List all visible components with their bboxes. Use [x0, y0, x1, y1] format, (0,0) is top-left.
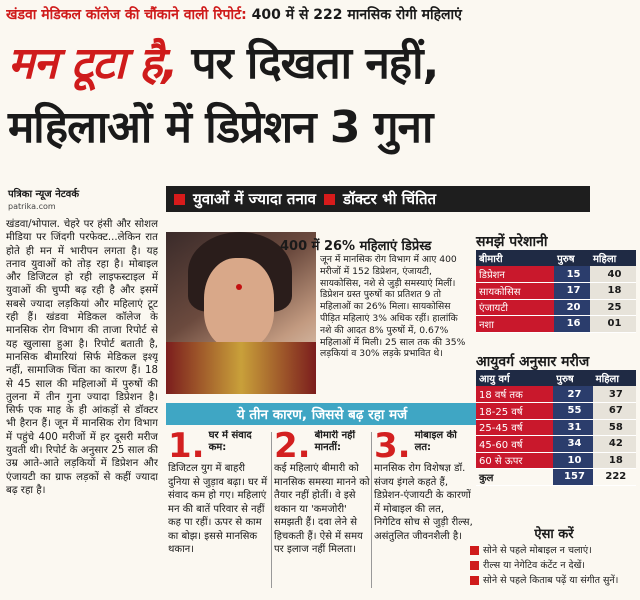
table-row — [476, 436, 636, 453]
col-header: बीमारी — [476, 250, 554, 266]
woman-photo — [166, 232, 316, 394]
male-value: 34 — [553, 436, 592, 453]
disease-table — [476, 250, 636, 333]
table-row — [476, 266, 636, 283]
red-square-icon — [174, 194, 185, 205]
table-header-row — [476, 250, 636, 266]
kicker-black: 400 में से 222 मानसिक रोगी महिलाएं — [246, 7, 462, 23]
stat-title: 400 में 26% महिलाएं डिप्रेस्ड — [280, 239, 432, 254]
col-header: पुरुष — [554, 250, 590, 266]
male-value: 55 — [553, 403, 592, 420]
headline-line-2: महिलाओं में डिप्रेशन 3 गुना — [8, 102, 433, 153]
age-table — [476, 370, 636, 486]
row-label: सायकोसिस — [476, 283, 554, 300]
table-row — [476, 283, 636, 300]
tips-box — [470, 524, 638, 590]
reason-1 — [168, 430, 268, 590]
reason-title: बीमारी नहीं मानतीं: — [314, 430, 356, 453]
headline-red-part: मन टूटा है, — [8, 38, 178, 89]
row-label: डिप्रेशन — [476, 266, 554, 283]
row-label: 18 वर्ष तक — [476, 386, 553, 403]
reason-number: 2. — [274, 430, 311, 466]
section-banner — [166, 186, 590, 212]
male-value: 15 — [554, 266, 590, 283]
female-value: 18 — [593, 452, 636, 469]
red-square-icon — [470, 561, 479, 570]
red-square-icon — [470, 546, 479, 555]
tip-item — [470, 575, 638, 587]
row-label: एंजायटी — [476, 299, 554, 316]
table-header-row — [476, 370, 636, 386]
total-male: 157 — [553, 469, 592, 486]
byline-site: patrika.com — [8, 202, 56, 211]
kicker-red: खंडवा मेडिकल कॉलेज की चौंकाने वाली रिपोर्ट: — [6, 7, 247, 23]
male-value: 10 — [553, 452, 592, 469]
col-header: आयु वर्ग — [476, 370, 553, 386]
table-row — [476, 316, 636, 333]
female-value: 58 — [593, 419, 636, 436]
reason-title: घर में संवाद कम: — [208, 430, 252, 453]
female-value: 67 — [593, 403, 636, 420]
row-label: 60 से ऊपर — [476, 452, 553, 469]
reason-3 — [374, 430, 474, 590]
female-value: 42 — [593, 436, 636, 453]
female-value: 37 — [593, 386, 636, 403]
reason-text: डिजिटल युग में बाहरी दुनिया से जुड़ाव बढ़ा। घर में संवाद कम हो गए। महिलाएं मन की बातें परिवार से नहीं कह पा रहीं। ऊपर से काम का बोझ। इससे मानसिक थकान। — [168, 463, 268, 555]
photo-face — [204, 258, 274, 348]
reasons-heading: ये तीन कारण, जिससे बढ़ रहा मर्ज — [166, 403, 478, 425]
table1-heading: समझें परेशानी — [476, 234, 548, 250]
table-row — [476, 452, 636, 469]
red-square-icon — [470, 576, 479, 585]
headline — [8, 34, 632, 162]
female-value: 18 — [590, 283, 636, 300]
divider — [371, 432, 372, 588]
headline-black-part: पर दिखता नहीं, — [177, 38, 439, 89]
male-value: 17 — [554, 283, 590, 300]
table-total-row — [476, 469, 636, 486]
total-female: 222 — [593, 469, 636, 486]
female-value: 40 — [590, 266, 636, 283]
col-header: पुरुष — [553, 370, 592, 386]
tips-heading: ऐसा करें — [534, 527, 574, 542]
tip-item — [470, 545, 638, 557]
female-value: 01 — [590, 316, 636, 333]
reason-number: 3. — [374, 430, 411, 466]
male-value: 31 — [553, 419, 592, 436]
banner-right-text: डॉक्टर भी चिंतित — [343, 190, 437, 208]
tip-text: सोने से पहले किताब पढ़ें या संगीत सुनें। — [483, 575, 619, 586]
tip-text: सोने से पहले मोबाइल न चलाएं। — [483, 545, 592, 556]
male-value: 27 — [553, 386, 592, 403]
byline — [8, 186, 158, 211]
reason-text: मानसिक रोग विशेषज्ञ डॉ. संजय इंगले कहते हैं, डिप्रेशन-एंजायटी के कारणों में मोबाइल की लत, निगेटिव सोच से जुड़ी रील्स, असंतुलित जीवनशैली है। — [374, 463, 473, 542]
table-row — [476, 403, 636, 420]
kicker-line — [6, 4, 634, 28]
col-header: महिला — [590, 250, 636, 266]
reason-number: 1. — [168, 430, 205, 466]
col-header: महिला — [593, 370, 636, 386]
divider — [271, 432, 272, 588]
banner-left-text: युवाओं में ज्यादा तनाव — [193, 190, 317, 208]
byline-agency: पत्रिका न्यूज नेटवर्क — [8, 189, 80, 200]
reason-2 — [274, 430, 374, 590]
headline-line-1 — [8, 34, 632, 98]
tip-item — [470, 560, 638, 572]
row-label: 45-60 वर्ष — [476, 436, 553, 453]
male-value: 16 — [554, 316, 590, 333]
reason-title: मोबाइल की लत: — [414, 430, 457, 453]
row-label: नशा — [476, 316, 554, 333]
total-label: कुल — [476, 469, 553, 486]
table2-heading: आयुवर्ग अनुसार मरीज — [476, 354, 590, 370]
stat-body: जून में मानसिक रोग विभाग में आए 400 मरीजों में 152 डिप्रेशन, एंजायटी, सायकोसिस, नशे से जुड़ी समस्याएं मिलीं। डिप्रेशन ग्रस्त पुरुषों का प्रतिशत 9 तो महिलाओं का 26% मिला। सायकोसिस पीड़ित महिलाएं 3% अधिक रहीं। हालांकि नशे की आदत 8% पुरुषों में, 0.67% महिलाओं में मिली। 25 साल तक की 35% लड़कियां व 30% लड़के प्रभावित थे। — [320, 254, 466, 360]
male-value: 20 — [554, 299, 590, 316]
row-label: 18-25 वर्ष — [476, 403, 553, 420]
row-label: 25-45 वर्ष — [476, 419, 553, 436]
table-row — [476, 299, 636, 316]
photo-bindi — [236, 284, 242, 290]
reason-text: कई महिलाएं बीमारी को मानसिक समस्या मानने को तैयार नहीं होतीं। वे इसे थकान या 'कमजोरी' समझती हैं। दवा लेने से हिचकती हैं। ऐसे में समय पर इलाज नहीं मिलता। — [274, 463, 370, 555]
red-square-icon — [324, 194, 335, 205]
table-row — [476, 386, 636, 403]
photo-saree — [166, 342, 316, 394]
tip-text: रील्स या नेगेटिव कंटेंट न देखें। — [483, 560, 585, 571]
article-body: खंडवा/भोपाल. चेहरे पर हंसी और सोशल मीडिया पर जिंदगी परफेक्ट...लेकिन रात होते ही मन में भारीपन लगता है। यह तनाव युवाओं को तोड़ रहा है। मोबाइल और डिजिटल हो रही लाइफस्टाइल में युवाओं की चुप्पी बढ़ रही है और इसमें सबसे ज्यादा लड़कियां और महिलाएं टूट रही हैं। खंडवा मेडिकल कॉलेज के मानसिक रोग विभाग की ताजा रिपोर्ट से यह खुलासा हुआ है। रिपोर्ट बताती है, मानसिक बीमारियां सिर्फ मेडिकल इश्यू नहीं, सामाजिक चिंता का कारण हैं। 18 से 45 साल की महिलाओं में पुरुषों की तुलना में तीन गुना ज्यादा डिप्रेशन है। सिर्फ एक माह के ही आंकड़ों से डॉक्टर भी हैरान हैं। जून में मानसिक रोग विभाग में पहुंचे 400 मरीजों में हर दूसरी मरीज युवती थी। रिपोर्ट के अनुसार 25 साल की उम्र आते-आते लड़कियों में डिप्रेशन और एंजायटी का ग्राफ लड़कों से कहीं ज्यादा बढ़ रहा है। — [6, 219, 158, 496]
female-value: 25 — [590, 299, 636, 316]
table-row — [476, 419, 636, 436]
